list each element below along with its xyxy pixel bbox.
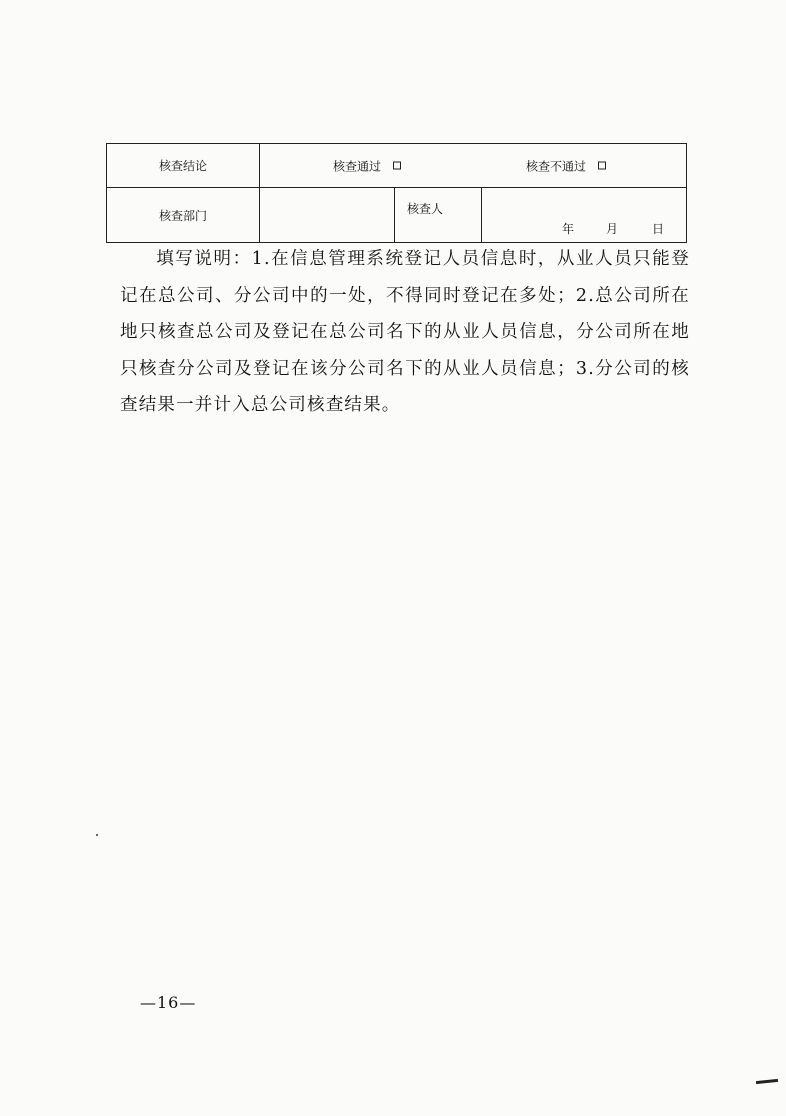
date-day-label: 日	[652, 222, 665, 236]
date-line	[562, 220, 664, 237]
filling-instructions	[120, 241, 690, 424]
filling-instructions-text: 填写说明：1.在信息管理系统登记人员信息时，从业人员只能登记在总公司、分公司中的一处，不得同时登记在多处；2.总公司所在地只核查总公司及登记在总公司名下的从业人员信息，分公司所在地只核查分公司及登记在该分公司名下的从业人员信息；3.分公司的核查结果一并计入总公司核查结果。	[120, 249, 690, 415]
conclusion-options-cell	[260, 144, 687, 188]
page-number: —16—	[140, 993, 197, 1012]
fail-checkbox[interactable]	[598, 162, 606, 170]
verification-form-table	[106, 143, 687, 243]
department-value-cell[interactable]	[260, 188, 395, 243]
pass-checkbox[interactable]	[393, 162, 401, 170]
date-year-label: 年	[561, 222, 574, 236]
pass-option-label: 核查通过	[333, 159, 382, 173]
scan-edge-mark	[756, 1079, 778, 1084]
department-label: 核查部门	[107, 188, 260, 243]
scan-speck	[96, 834, 98, 836]
conclusion-row	[107, 144, 687, 188]
fail-option-label: 核查不通过	[526, 159, 587, 173]
inspector-signature-cell[interactable]	[482, 188, 687, 243]
date-month-label: 月	[605, 222, 618, 236]
inspector-label: 核查人	[395, 188, 482, 243]
fail-option[interactable]	[526, 157, 606, 174]
pass-option[interactable]	[333, 157, 401, 174]
department-row	[107, 188, 687, 243]
conclusion-label: 核查结论	[107, 144, 260, 188]
